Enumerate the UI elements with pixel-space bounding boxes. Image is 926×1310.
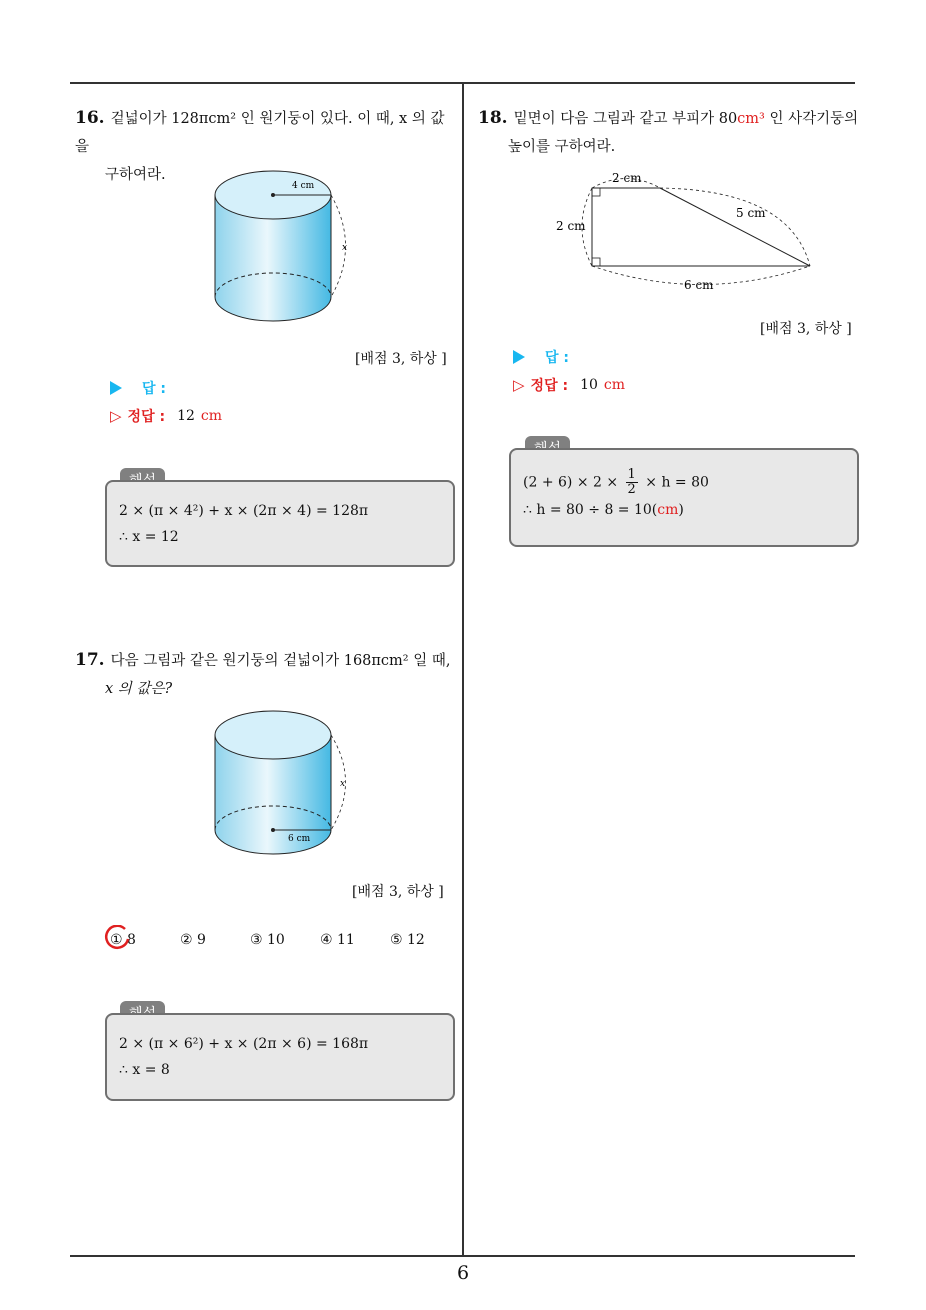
top-side-label: 2 cm xyxy=(612,171,642,185)
slant-side-label: 5 cm xyxy=(736,206,766,220)
page-number: 6 xyxy=(456,1262,470,1284)
cylinder-figure-16 xyxy=(200,160,360,330)
column-divider xyxy=(462,84,464,1256)
play-icon xyxy=(110,381,122,395)
question-18-text: 18. 밑면이 다음 그림과 같고 부피가 80cm³ 인 사각기둥의 높이를 구하여라. xyxy=(478,108,859,155)
question-17 xyxy=(75,646,460,703)
answer-row-16: 답 : xyxy=(110,378,166,398)
question-number: 17. xyxy=(75,650,105,670)
question-18 xyxy=(478,104,863,161)
score-meta-18: [배점 3, 하상 ] xyxy=(760,321,852,337)
explanation-line-2: ∴ h = 80 ÷ 8 = 10(cm) xyxy=(523,502,684,518)
correct-choice-circle-mark xyxy=(103,925,133,955)
fraction: $\frac{1}{2}$ xyxy=(627,467,636,497)
question-17-text: 17. 다음 그림과 같은 원기둥의 겉넓이가 168πcm² 일 때, x 의 값은? xyxy=(75,650,451,697)
left-side-label: 2 cm xyxy=(556,219,586,233)
choice-1[interactable]: ① 8 xyxy=(110,932,136,948)
choice-4[interactable]: ④ 11 xyxy=(320,932,355,948)
choice-2[interactable]: ② 9 xyxy=(180,932,206,948)
explanation-box-16: 2 × (π × 4²) + x × (2π × 4) = 128π ∴ x = 12 xyxy=(105,480,455,567)
choice-3[interactable]: ③ 10 xyxy=(250,932,285,948)
explanation-box-18 xyxy=(509,448,859,547)
answer-row-18: 답 : xyxy=(513,347,569,367)
score-meta-16: [배점 3, 하상 ] xyxy=(355,351,447,367)
score-meta-17: [배점 3, 하상 ] xyxy=(352,884,444,900)
height-label: x xyxy=(340,779,346,789)
choice-5[interactable]: ⑤ 12 xyxy=(390,932,425,948)
question-16-text: 16. 겉넓이가 128πcm² 인 원기둥이 있다. 이 때, x 의 값을 구하여라. xyxy=(75,108,445,183)
outline-triangle-icon: ▷ xyxy=(110,407,122,425)
correct-row-18: ▷ 정답 : 10 cm xyxy=(513,376,626,394)
bottom-rule xyxy=(70,1255,855,1257)
question-number: 18. xyxy=(478,108,508,128)
play-icon xyxy=(513,350,525,364)
height-label: x xyxy=(342,243,348,253)
radius-label: 4 cm xyxy=(292,181,315,191)
cylinder-figure-17 xyxy=(200,700,360,870)
choices-17 xyxy=(110,932,450,948)
radius-label: 6 cm xyxy=(288,834,311,844)
bottom-side-label: 6 cm xyxy=(684,278,714,292)
outline-triangle-icon: ▷ xyxy=(513,376,525,394)
question-number: 16. xyxy=(75,108,105,128)
explanation-line-1: (2 + 6) × 2 × $\frac{1}{2}$ × h = 80 xyxy=(523,467,709,497)
correct-row-16: ▷ 정답 : 12 cm xyxy=(110,407,223,425)
explanation-box-17: 2 × (π × 6²) + x × (2π × 6) = 168π ∴ x = 8 xyxy=(105,1013,455,1101)
trapezoid-figure-18 xyxy=(550,165,830,295)
